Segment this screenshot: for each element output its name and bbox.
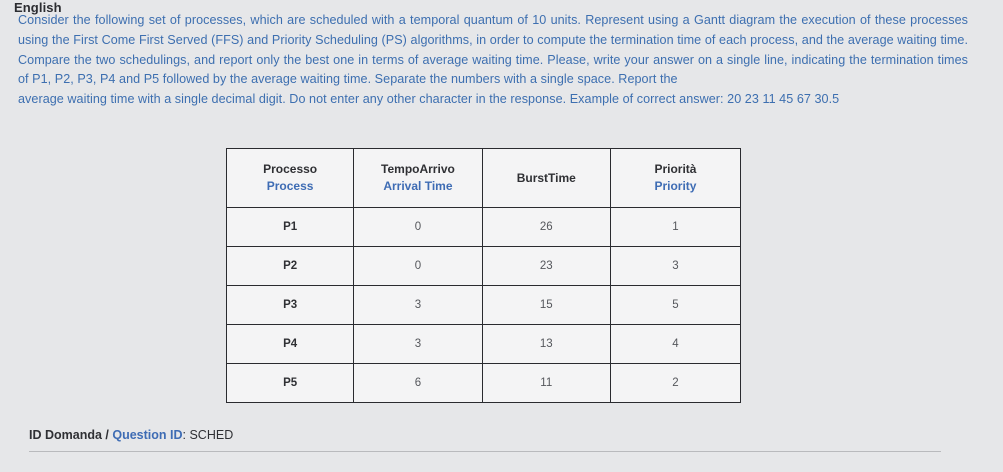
cell-process: P3 [227,286,354,325]
table-row [227,247,741,286]
header-priority-en: Priority [654,179,697,193]
language-heading: English [14,0,62,15]
table-row [227,364,741,403]
header-arrival-it: TempoArrivo [381,162,455,176]
question-id-label-en: Question ID [112,428,183,442]
cell-burst: 13 [482,325,610,364]
cell-priority: 2 [610,364,740,403]
question-text-last-line: average waiting time with a single decimal digit. Do not enter any other character in the response. Example of correct answer: 20 23 11 45 67 30.5 [18,92,840,107]
table-row [227,325,741,364]
question-id [29,428,233,442]
cell-arrival: 0 [354,208,482,247]
process-table [226,148,741,403]
cell-priority: 4 [610,325,740,364]
bottom-divider [29,451,941,452]
cell-priority: 3 [610,247,740,286]
cell-burst: 15 [482,286,610,325]
cell-process: P4 [227,325,354,364]
header-priority-it: Priorità [654,162,697,176]
question-id-value: : SCHED [182,428,234,442]
header-burst-time [482,149,610,208]
cell-process: P2 [227,247,354,286]
cell-arrival: 6 [354,364,482,403]
header-process-it: Processo [263,162,318,176]
cell-burst: 23 [482,247,610,286]
cell-arrival: 3 [354,286,482,325]
table-row [227,286,741,325]
question-id-separator: / [101,428,113,442]
header-process [227,149,354,208]
table-row [227,208,741,247]
question-id-label-it: ID Domanda [29,428,102,442]
table-header-row [227,149,741,208]
cell-burst: 11 [482,364,610,403]
cell-priority: 1 [610,208,740,247]
question-text [18,11,968,110]
header-priority [610,149,740,208]
header-process-en: Process [266,179,314,193]
cell-burst: 26 [482,208,610,247]
cell-priority: 5 [610,286,740,325]
header-burst-label: BurstTime [516,170,576,185]
cell-process: P5 [227,364,354,403]
header-arrival-time [354,149,482,208]
header-arrival-en: Arrival Time [383,179,453,193]
question-text-main: Consider the following set of processes, which are scheduled with a temporal quantum of 10 units. Represent using a Gantt diagram the execution of these processes using the First Come First Served (FFS) and Priority Scheduling (PS) algorithms, in order to compute the termination time of each process, and the average waiting time. Compare the two schedulings, and report only the best one in terms of average waiting time. Please, write your answer on a single line, indicating the termination times of P1, P2, P3, P4 and P5 followed by the average waiting time. Separate the numbers with a single space. Report the [18,13,968,87]
cell-arrival: 0 [354,247,482,286]
cell-process: P1 [227,208,354,247]
cell-arrival: 3 [354,325,482,364]
